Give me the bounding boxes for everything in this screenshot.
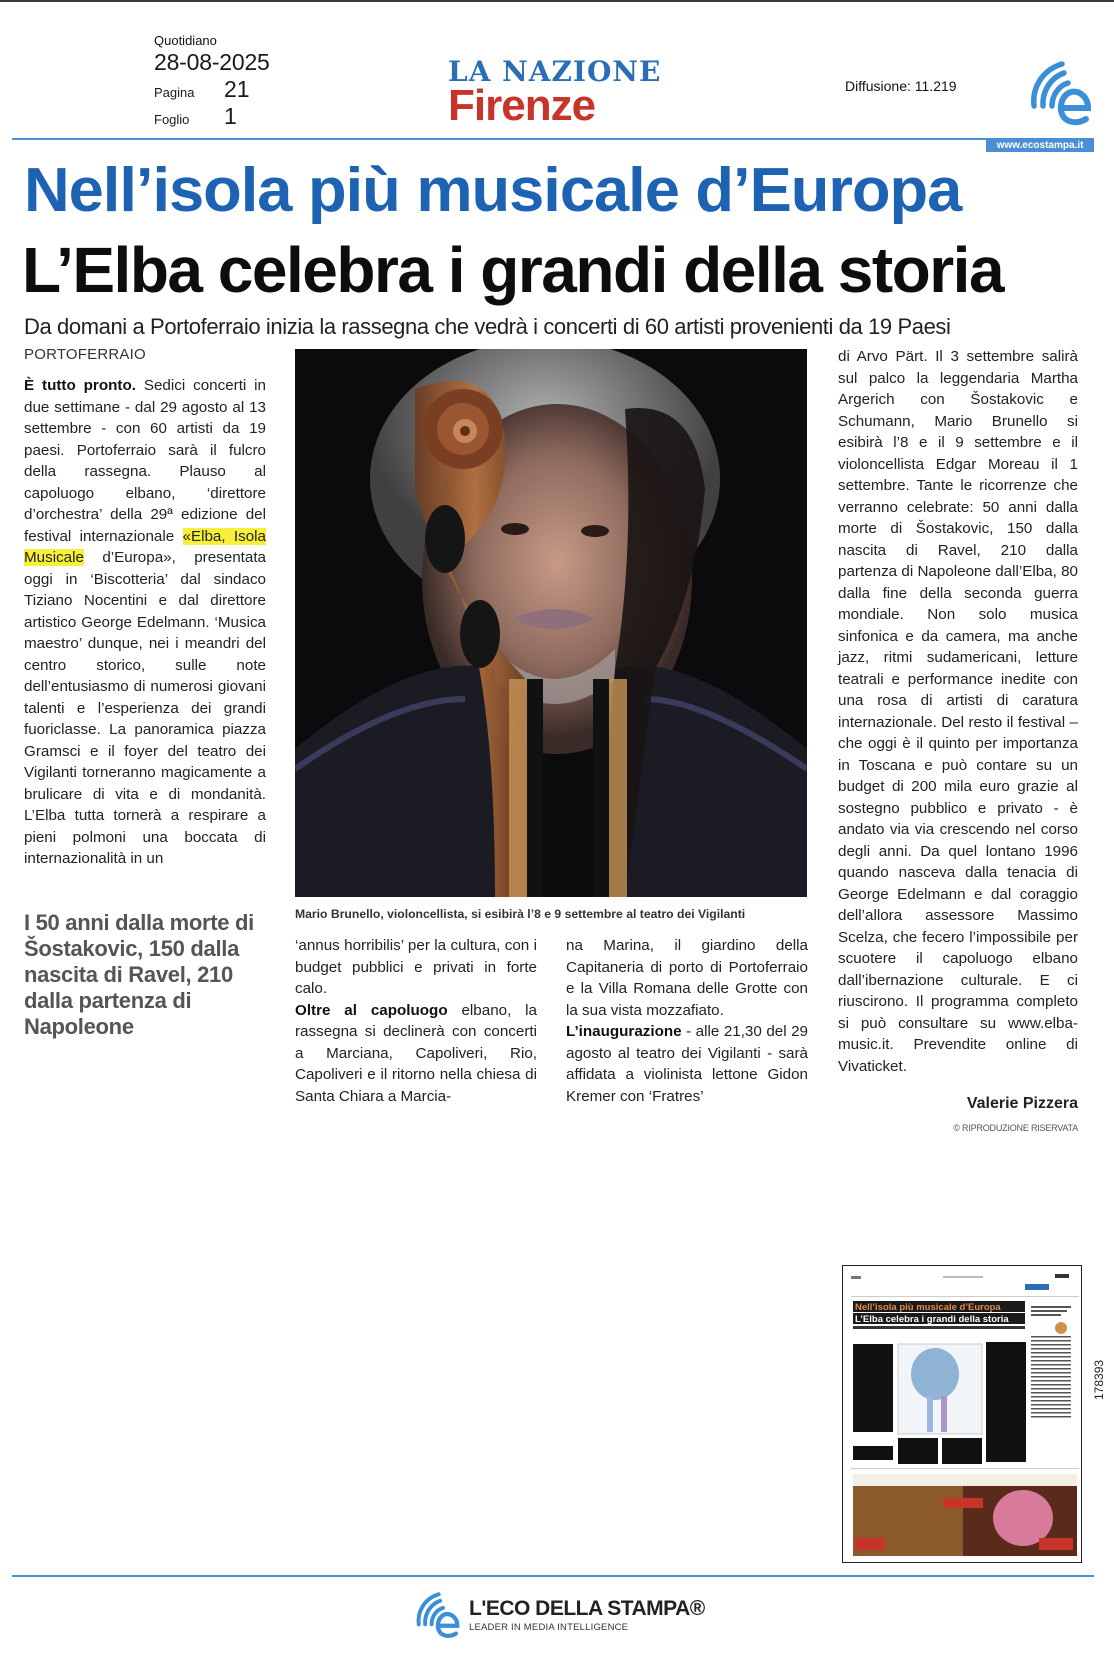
clipping-code: 178393 — [1092, 1359, 1106, 1400]
eco-della-stampa-logo-icon — [413, 1590, 463, 1640]
header-rule — [12, 138, 1094, 140]
sheet-label: Foglio — [154, 112, 190, 127]
masthead-city: Firenze — [448, 81, 596, 130]
highlighted-text: «Elba, Isola Musicale — [24, 527, 266, 566]
pull-quote: I 50 anni dalla morte di Šostakovic, 150 dalla nascita di Ravel, 210 dalla partenza di Napoleone — [24, 910, 254, 1039]
footer-brand — [413, 1590, 705, 1640]
article-column-1: È tutto pronto. Sedici concerti in due settimane - dal 29 agosto al 13 settembre - con 60 artisti da 19 paesi. Portoferraio sarà il fulcro della rassegna. Plauso al capoluogo elbano, ‘direttore d’orchestra’ della 29ª edizione del festival internazionale «Elba, Isola Musicale d’Europa», presentata oggi in ‘Biscotteria’ dal sindaco Tiziano Nocentini e dal direttore artistico George Edelmann. ‘Musica maestro’ dunque, nei i meandri del centro storico, sulle note dell’entusiasmo di numerosi giovani talenti e l’esperienza dei grandi fuoriclasse. La panoramica piazza Gramsci e il foyer del teatro dei Vigilanti torneranno magicamente a brulicare di vita e di mondanità. L’Elba tutta tornerà a respirare a pieni polmoni una boccata di internazionalità in un — [24, 377, 267, 867]
page-value: 21 — [224, 76, 250, 102]
svg-text:L’Elba celebra i grandi della: L’Elba celebra i grandi della storia — [855, 1314, 1009, 1325]
circulation-text: Diffusione: 11.219 — [845, 78, 957, 94]
page-thumbnail[interactable] — [842, 1265, 1082, 1563]
cellist-photo-illustration — [295, 349, 807, 897]
footer-tagline: LEADER IN MEDIA INTELLIGENCE — [469, 1621, 629, 1633]
headline-primary: Nell’isola più musicale d’Europa — [24, 156, 962, 225]
top-border — [0, 0, 1114, 2]
page-label: Pagina — [154, 85, 195, 100]
subheadline: Da domani a Portoferraio inizia la rassegna che vedrà i concerti di 60 artisti provenienti da 19 Paesi — [24, 314, 951, 339]
article-column-2: ‘annus horribilis’ per la cultura, con i budget pubblici e privati in forte calo. Oltre al capoluogo elbano, la rassegna si declinerà con concerti a Marciana, Capoliveri, Rio, Capoliveri e il ritorno nella chiesa di Santa Chiara a Marcia- — [295, 937, 537, 1105]
ecostampa-link[interactable]: www.ecostampa.it — [986, 139, 1094, 152]
dateline: PORTOFERRAIO — [24, 346, 146, 363]
copyright-notice: © RIPRODUZIONE RISERVATA — [953, 1123, 1078, 1133]
publication-meta — [154, 34, 270, 128]
article-column-3: na Marina, il giardino della Capitaneria di porto di Portoferraio e la Villa Romana delle Grotte con la sua vista mozzafiato. L’inaugurazione - alle 21,30 del 29 agosto al teatro dei Vigilanti - sarà affidata a violinista lettone Gidon Kremer con ‘Fratres’ — [566, 937, 808, 1105]
sheet-value: 1 — [224, 103, 237, 129]
article-column-4: di Arvo Pärt. Il 3 settembre salirà sul palco la leggendaria Martha Argerich con Šostakovic e Schumann, Mario Brunello si esibirà l’8 e il 9 settembre e il violoncellista Edgar Moreau il 1 settembre. Tante le ricorrenze che verranno celebrate: 50 anni dalla morte di Šostakovic, 150 dalla nascita di Ravel, 210 dalla partenza di Napoleone dall’Elba, 80 dalla fine della seconda guerra mondiale. Non solo musica sinfonica e da camera, ma anche jazz, ritmi sudamericani, letture teatrali e performance inedite con una rosa di artisti di caratura internazionale. Del resto il festival – che oggi è il quinto per importanza in Toscana e può contare su un budget di 200 mila euro grazie al sostegno pubblico e privato - è andato via via crescendo nel corso degli anni. Da quel lontano 1996 quando nasceva dalla tenacia di George Edelmann e dal coraggio dell’allora assessore Massimo Scelza, che fecero l’impossibile per scuotere il capoluogo elbano dall’ibernazione culturale. E ci riuscirono. Il programma completo si può consultare su www.elba-music.it. Prevendite online di Vivaticket. — [838, 348, 1078, 1075]
masthead-title: LA NAZIONE — [448, 55, 662, 88]
masthead-logo — [448, 55, 662, 130]
svg-text:Nell’isola più musicale d’Euro: Nell’isola più musicale d’Europa — [855, 1302, 1001, 1313]
article-photo — [295, 349, 807, 897]
eco-della-stampa-logo-icon — [1028, 58, 1094, 128]
author-byline: Valerie Pizzera — [966, 1095, 1078, 1112]
lead-bold: L’inaugurazione — [566, 1023, 682, 1040]
footer-rule — [12, 1575, 1094, 1577]
footer-brand-name: L'ECO DELLA STAMPA® — [469, 1596, 705, 1620]
publication-type: Quotidiano — [154, 33, 217, 48]
photo-caption: Mario Brunello, violoncellista, si esibirà l’8 e 9 settembre al teatro dei Vigilanti — [295, 907, 746, 921]
page-thumbnail-image — [843, 1266, 1082, 1563]
lead-bold: Oltre al capoluogo — [295, 1001, 448, 1019]
publication-date: 28-08-2025 — [154, 49, 270, 75]
lead-bold: È tutto pronto. — [24, 377, 136, 394]
headline-secondary: L’Elba celebra i grandi della storia — [22, 234, 1004, 306]
